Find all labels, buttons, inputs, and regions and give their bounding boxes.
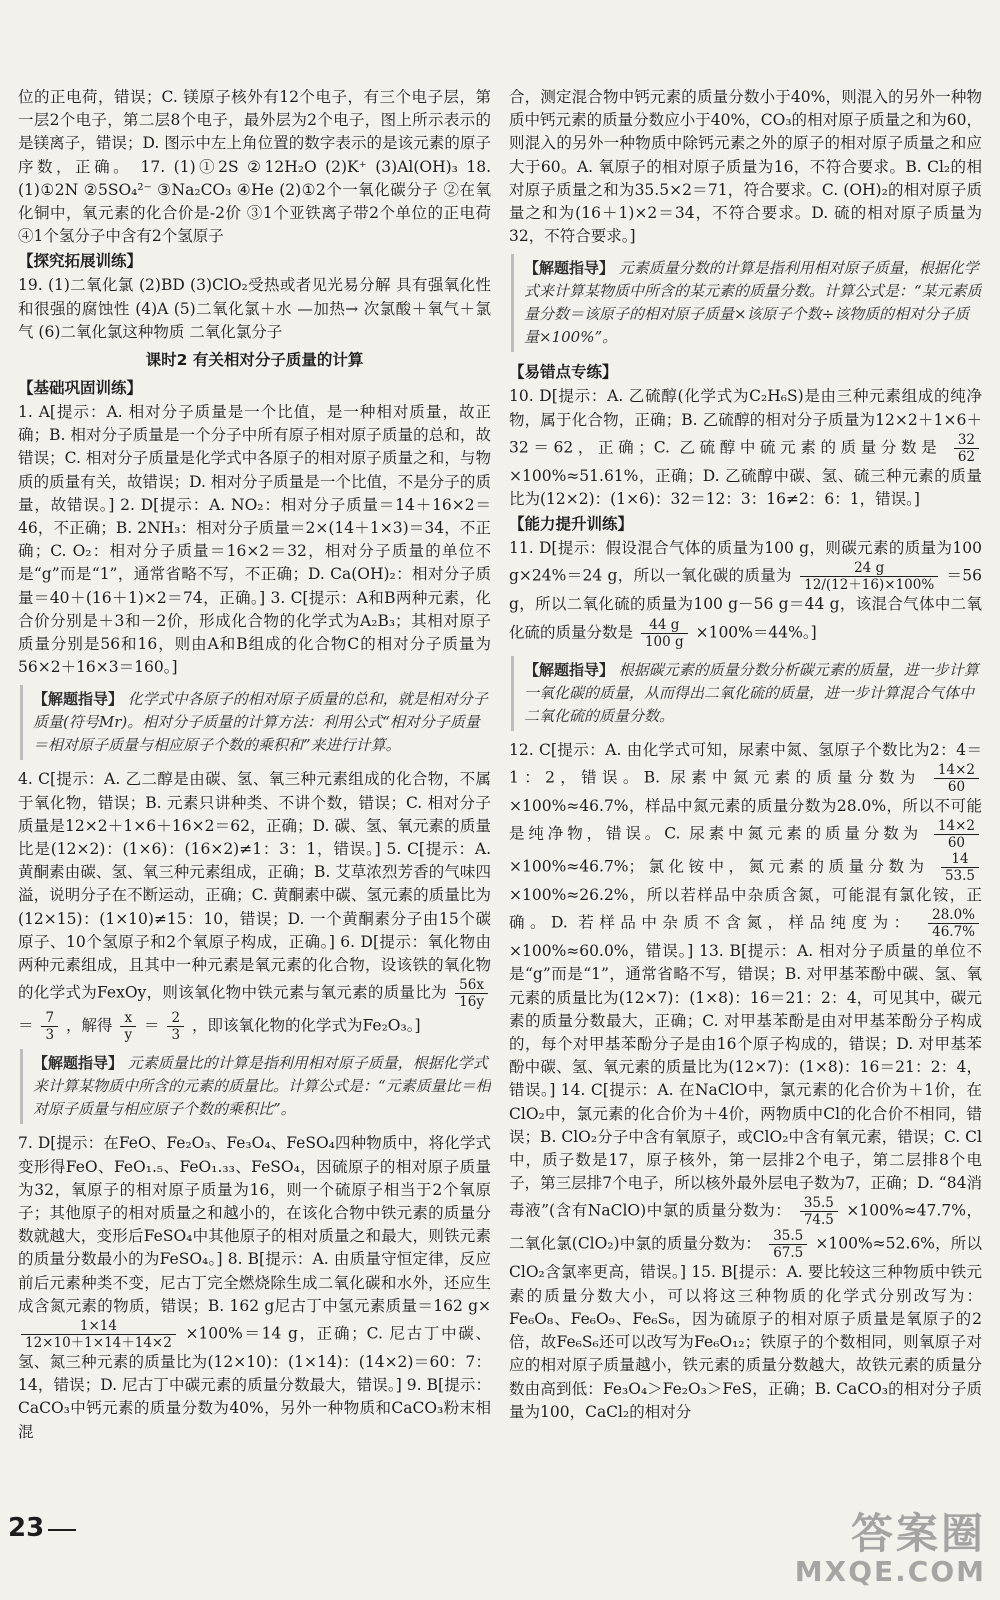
numerator: 28.0% (928, 907, 979, 924)
numerator: 7 (41, 1010, 58, 1027)
text-run: ＝ (144, 1016, 160, 1035)
fraction (928, 907, 979, 940)
denominator: 62 (957, 448, 975, 465)
numerator: 44 g (641, 617, 688, 634)
section-heading: 【能力提升训练】 (509, 515, 634, 534)
fraction (934, 762, 979, 795)
right-column (509, 86, 982, 1506)
denominator: 12/(12＋16)×100% (804, 577, 935, 594)
denominator: 60 (947, 778, 966, 795)
guide-text: 根据碳元素的质量分数分析碳元素的质量，进一步计算一氧化碳的质量，从而得出二氧化硫的质量，进一步计算混合气体中二氧化硫的质量分数。 (524, 660, 979, 725)
guide-title: 【解题指导】 (524, 259, 615, 278)
text-run: ×100%≈60.0%，错误。] 13. B[提示：A. 相对分子质量的单位不是“g”而是“1”，通常省略不写，错误；B. 对甲基苯酚中碳、氢、氧元素的质量比为(12×7)：(1×8)：16＝21：2：4，可见其中，碳元素的质量分数最大，正确；C. 对甲基苯酚是由对甲基苯酚分子构成的，每个对甲基苯酚分子是由16个原子构成的，错误；D. 对甲基苯酚中碳、氢、氧元素的质量比为(12×7)：(1×8)：16＝21：2：4，错误。] 14. C[提示：A. 在NaClO中，氯元素的化合价为＋1价，在ClO₂中，氯元素的化合价为＋4价，两物质中Cl的化合价不相同，错误；B. ClO₂分子中含有氧原子，或ClO₂中含有氧元素，错误；C. Cl中，质子数是17，原子核外，第一层排2个电子，第二层排8个电子，第三层排7个电子，所以核外最外层电子数为7，正确；D. “84消毒液”(含有NaClO)中氯的质量分数为： (509, 942, 982, 1220)
section-heading: 【基础巩固训练】 (18, 379, 143, 398)
numerator: 35.5 (769, 1228, 807, 1245)
guide-text: 元素质量比的计算是指利用相对原子质量，根据化学式来计算某物质中所含的元素的质量比。计算公式是：“元素质量比＝相对原子质量与相应原子个数的乘积比”。 (33, 1054, 491, 1119)
page-number-dash (48, 1529, 76, 1531)
watermark-url: MXQE.COM (794, 1555, 986, 1588)
denominator: 60 (947, 835, 966, 852)
fraction (21, 1318, 176, 1351)
text-run: 12. C[提示：A. 由化学式可知，尿素中氮、氢原子个数比为2：4＝1：2，错误。B. 尿素中氮元素的质量分数为 (509, 740, 982, 787)
paragraph (509, 385, 982, 511)
text-run: ＝ (18, 1016, 34, 1035)
paragraph: 位的正电荷，错误；C. 镁原子核外有12个电子，有三个电子层，第一层2个电子，第二层8个电子，最外层为2个电子，图上所示表示的是镁离子，错误；D. 图示中左上角位置的数字表示的是该元素的原子序数，正确。 17. (1)①2S ②12H₂O (2)K⁺ (3)Al(OH)₃ 18. (1)①2N ②5SO₄²⁻ ③Na₂CO₃ ④He (2)①2个一氧化碳分子 ②在氧化铜中，氧元素的化合价是-2价 ③1个亚铁离子带2个单位的正电荷 ④1个氢分子中含有2个氢原子 (18, 88, 491, 246)
text-run: ×100%≈26.2%，所以若样品中杂质含氮，可能混有氯化铵，正确。D. 若样品中杂质不含氮，样品纯度为： (509, 886, 982, 932)
text-run: 11. D[提示：假设混合气体的质量为100 g，则碳元素的质量为100 g×24%＝24 g，所以一氧化碳的质量为 (509, 539, 982, 585)
text-run: ，即该氧化物的化学式为Fe₂O₃。] (192, 1016, 421, 1035)
fraction (800, 560, 938, 593)
fraction (120, 1010, 136, 1043)
lesson-title: 课时2 有关相对分子质量的计算 (145, 351, 364, 370)
denominator: 74.5 (803, 1212, 834, 1229)
paragraph (509, 739, 982, 1424)
left-column (18, 86, 491, 1506)
guide-text: 化学式中各原子的相对原子质量的总和，就是相对分子质量(符号Mr)。相对分子质量的计算方法：利用公式“相对分子质量＝相对原子质量与相应原子个数的乘积和”来进行计算。 (33, 690, 488, 755)
denominator: 67.5 (773, 1245, 804, 1262)
fraction (954, 432, 979, 465)
solution-guide (20, 1049, 491, 1124)
guide-text: 元素质量分数的计算是指利用相对原子质量，根据化学式来计算某物质中所含的某元素的质量分数。计算公式是：“某元素质量分数＝该原子的相对原子质量×该原子个数÷该物质的相对分子质量×100%”。 (524, 259, 982, 347)
denominator: 3 (171, 1027, 181, 1044)
text-run: ×100%＝44%。] (695, 623, 817, 642)
fraction (941, 851, 979, 884)
denominator: 16y (459, 994, 484, 1011)
text-run: 10. D[提示：A. 乙硫醇(化学式为C₂H₆S)是由三种元素组成的纯净物，属于化合物，正确；B. 乙硫醇的相对分子质量为12×2＋1×6＋32＝62，正确；C. 乙硫醇中硫元素的质量分数是 (509, 387, 982, 457)
numerator: 56x (455, 977, 488, 994)
fraction (800, 1195, 838, 1228)
solution-guide (511, 254, 982, 352)
numerator: 2 (167, 1010, 184, 1027)
numerator: 14×2 (934, 818, 979, 835)
fraction (455, 977, 488, 1010)
denominator: 3 (45, 1027, 55, 1044)
denominator: y (124, 1027, 133, 1044)
guide-title: 【解题指导】 (33, 1054, 124, 1073)
text-run: 4. C[提示：A. 乙二醇是由碳、氢、氧三种元素组成的化合物，不属于氧化物，错误；B. 元素只讲种类、不讲个数，错误；C. 相对分子质量是12×2＋1×6＋16×2＝62，正确；D. 碳、氢、氧元素的质量比是(12×2)：(1×6)：(16×2)≠1：3：1，错误。] 5. C[提示：A. 黄酮素由碳、氢、氧三种元素组成，正确；B. 艾草浓烈芳香的气味四溢，说明分子在不断运动，正确；C. 黄酮素中碳、氢元素的质量比为(12×15)：(1×10)≠15：10，错误；D. 一个黄酮素分子由15个碳原子、10个氢原子和2个氧原子构成，正确。] 6. D[提示：氧化物由两种元素组成，且其中一种元素是氧元素的化合物，设该铁的氧化物的化学式为FexOy，则该氧化物中铁元素与氧元素的质量比为 (18, 770, 491, 1002)
numerator: 32 (954, 432, 979, 449)
fraction (167, 1010, 184, 1043)
text-run: ×100%≈47.7%，二氧化氯(ClO₂)中氯的质量分数为： (509, 1201, 982, 1253)
fraction (934, 818, 979, 851)
section-heading: 【探究拓展训练】 (18, 252, 143, 271)
numerator: 14×2 (934, 762, 979, 779)
paragraph: 合，测定混合物中钙元素的质量分数小于40%，则混入的另外一种物质中钙元素的质量分数应小于40%，CO₃的相对原子质量之和为60，则混入的另外一种物质中除钙元素之外的原子的相对原子质量之和应大于60。A. 氧原子的相对原子质量为16，不符合要求。B. Cl₂的相对原子质量之和为35.5×2＝71，符合要求。C. (OH)₂的相对原子质量之和为(16＋1)×2＝34，不符合要求。D. 硫的相对原子质量为32，不符合要求。] (509, 88, 982, 246)
text-run: ×100%≈52.6%，所以ClO₂含氯率更高，错误。] 15. B[提示：A. 要比较这三种物质中铁元素的质量分数大小，可以将这三种物质的化学式分别改写为：Fe₆O₈、Fe₆O₉、Fe₆S₆，因为硫原子的相对原子质量是氧原子的2倍，故Fe₆S₆还可以改写为Fe₆O₁₂；铁原子的个数相同，则氧原子对应的相对原子质量越小，铁元素的质量分数越大，故铁元素的质量分数由高到低：Fe₃O₄＞Fe₂O₃＞FeS，正确；B. CaCO₃的相对分子质量为100，CaCl₂的相对分 (509, 1234, 982, 1421)
denominator: 46.7% (932, 924, 975, 941)
guide-title: 【解题指导】 (33, 690, 124, 709)
text-run: ＝56 g，所以二氧化硫的质量为100 g－56 g＝44 g，该混合气体中二氧化硫的质量分数是 (509, 566, 982, 642)
paragraph: 1. A[提示：A. 相对分子质量是一个比值，是一种相对质量，故正确；B. 相对分子质量是一个分子中所有原子相对原子质量的总和，故错误；C. 相对分子质量是化学式中各原子的相对原子质量之和，与物质的质量有关，故错误；D. 相对分子质量是一个比值，不是分子的质量，故错误。] 2. D[提示：A. NO₂：相对分子质量＝14＋16×2＝46，不正确；B. 2NH₃：相对分子质量＝2×(14＋1×3)＝34，不正确；C. O₂：相对分子质量＝16×2＝32，相对分子质量的单位不是“g”而是“1”，通常省略不写，不正确；D. Ca(OH)₂：相对分子质量＝40＋(16＋1)×2＝74，正确。] 3. C[提示：A和B两种元素，化合价分别是＋3和－2价，形成化合物的化学式为A₂B₃；其相对原子质量分别是56和16，则由A和B组成的化合物C的相对分子质量为56×2＋16×3＝160。] (18, 403, 491, 677)
text-run: 7. D[提示：在FeO、Fe₂O₃、Fe₃O₄、FeSO₄四种物质中，将化学式变形得FeO、FeO₁.₅、FeO₁.₃₃、FeSO₄，因硫原子的相对原子质量为32，氧原子的相对原子质量为16，则一个硫原子相当于2个氧原子；其他原子的相对质量之和越小的，在该化合物中铁元素的质量分数就越大，变形后FeSO₄中其他原子的相对质量之和最大，则铁元素的质量分数最小的为FeSO₄。] 8. B[提示：A. 由质量守恒定律，反应前后元素种类不变，尼古丁完全燃烧除生成二氧化碳和水外，还应生成含氮元素的物质，错误；B. 162 g尼古丁中氢元素质量＝162 g× (18, 1134, 491, 1315)
numerator: x (120, 1010, 136, 1027)
numerator: 35.5 (800, 1195, 838, 1212)
text-run: ×100%≈46.7%；氯化铵中，氮元素的质量分数为 (509, 857, 929, 876)
text-run: ，解得 (65, 1016, 113, 1035)
denominator: 100 g (644, 633, 684, 650)
watermark-logo: 答案圈 (850, 1509, 986, 1558)
paragraph: 19. (1)二氧化氯 (2)BD (3)ClO₂受热或者见光易分解 具有强氧化性和很强的腐蚀性 (4)A (5)二氧化氯＋水 —加热→ 次氯酸＋氧气＋氯气 (6)二氧化氯这种物质 二氧化氯分子 (18, 276, 491, 341)
page-body (18, 86, 982, 1506)
solution-guide (20, 685, 491, 760)
paragraph (509, 537, 982, 649)
text-run: ×100%≈51.61%，正确；D. 乙硫醇中碳、氢、硫三种元素的质量比为(12×2)：(1×6)：32＝12：3：16≠2：6：1，错误。] (509, 466, 982, 509)
guide-title: 【解题指导】 (524, 660, 615, 679)
text-run: ×100%＝14 g，正确；C. 尼古丁中碳、氢、氮三种元素的质量比为(12×10)：(1×14)：(14×2)＝60：7：14，错误；D. 尼古丁中碳元素的质量分数最大，错误。] 9. B[提示：CaCO₃中钙元素的质量分数为40%，另外一种物质和CaCO₃粉末相混 (18, 1324, 491, 1441)
watermark (795, 1501, 986, 1588)
denominator: 53.5 (944, 868, 975, 885)
paragraph (18, 768, 491, 1043)
solution-guide (511, 656, 982, 731)
page-number: 23 (8, 1513, 45, 1543)
numerator: 14 (941, 851, 979, 868)
denominator: 12×10＋1×14＋14×2 (25, 1334, 172, 1351)
numerator: 1×14 (21, 1318, 176, 1335)
fraction (41, 1010, 58, 1043)
numerator: 24 g (800, 560, 938, 577)
section-heading: 【易错点专练】 (509, 363, 618, 382)
fraction (769, 1228, 807, 1261)
text-run: ×100%≈46.7%，样品中氮元素的质量分数为28.0%，所以不可能是纯净物，错误。C. 尿素中氮元素的质量分数为 (509, 796, 982, 843)
paragraph (18, 1132, 491, 1443)
fraction (641, 617, 688, 650)
